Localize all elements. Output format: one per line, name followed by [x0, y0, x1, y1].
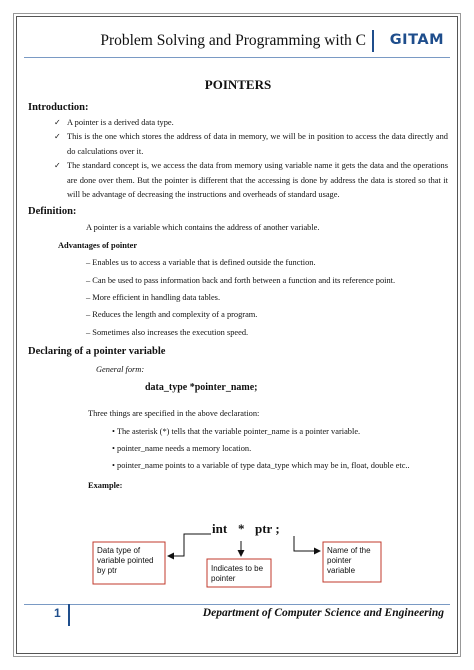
- checkmark-icon: ✓: [54, 118, 61, 127]
- advantages-heading: Advantages of pointer: [58, 240, 138, 250]
- page-title: POINTERS: [204, 77, 272, 92]
- footer-rule: [24, 604, 450, 605]
- box-left-text: Data type of variable pointed by ptr: [97, 546, 154, 575]
- footer-department: Department of Computer Science and Engineering: [202, 607, 444, 619]
- document-body: [28, 76, 448, 493]
- general-form-label: General form:: [96, 365, 145, 375]
- header-title: Problem Solving and Programming with C: [100, 32, 366, 49]
- checkmark-icon: ✓: [54, 161, 61, 171]
- header-rule: [24, 57, 450, 58]
- header-separator: [372, 30, 374, 52]
- list-item: – Reduces the length and complexity of a program.: [86, 310, 258, 320]
- footer-separator: [68, 604, 70, 626]
- list-item: – Sometimes also increases the execution speed.: [86, 327, 249, 337]
- introduction-heading: Introduction:: [28, 102, 89, 113]
- code-star: *: [238, 521, 245, 536]
- list-item: – More efficient in handling data tables.: [86, 293, 221, 303]
- example-label: Example:: [88, 480, 123, 490]
- introduction-list: [54, 116, 448, 202]
- three-things-text: Three things are specified in the above declaration:: [88, 409, 260, 419]
- page-header: [24, 30, 450, 54]
- list-item: • pointer_name points to a variable of type data_type which may be in, float, double etc..: [112, 461, 410, 471]
- definition-heading: Definition:: [28, 206, 77, 218]
- list-item: – Can be used to pass information back and forth between a function and its reference point.: [86, 275, 396, 285]
- definition-text: A pointer is a variable which contains the address of another variable.: [86, 223, 320, 233]
- list-item: • pointer_name needs a memory location.: [112, 443, 252, 453]
- list-item: • The asterisk (*) tells that the variable pointer_name is a pointer variable.: [112, 426, 361, 436]
- page-number: 1: [54, 606, 61, 620]
- declaring-heading: Declaring of a pointer variable: [28, 346, 166, 358]
- box-right-text: Name of the pointer variable: [327, 546, 371, 575]
- checkmark-icon: ✓: [54, 132, 61, 142]
- list-item: ✓ A pointer is a derived data type.: [54, 116, 448, 130]
- box-middle-text: Indicates to be pointer: [211, 564, 264, 583]
- declaration-list: [28, 425, 448, 474]
- advantages-list: [28, 256, 448, 340]
- code-int: int: [212, 521, 228, 536]
- general-form-code: data_type *pointer_name;: [145, 381, 258, 393]
- code-ptr: ptr ;: [255, 521, 280, 536]
- list-item: ✓ The standard concept is, we access the data from memory using variable name it gets the data and the operations are done over them. But the pointer is different that the accessing is done by address the data is stored so that it will be advantage of decreasing the instructions and overheads of standard usage.: [54, 161, 448, 200]
- header-brand: GITAM: [389, 32, 444, 48]
- list-item: – Enables us to access a variable that is defined outside the function.: [86, 258, 316, 268]
- list-item: ✓ This is the one which stores the address of data in memory, we will be in position to access the data directly and do calculations over it.: [54, 132, 448, 156]
